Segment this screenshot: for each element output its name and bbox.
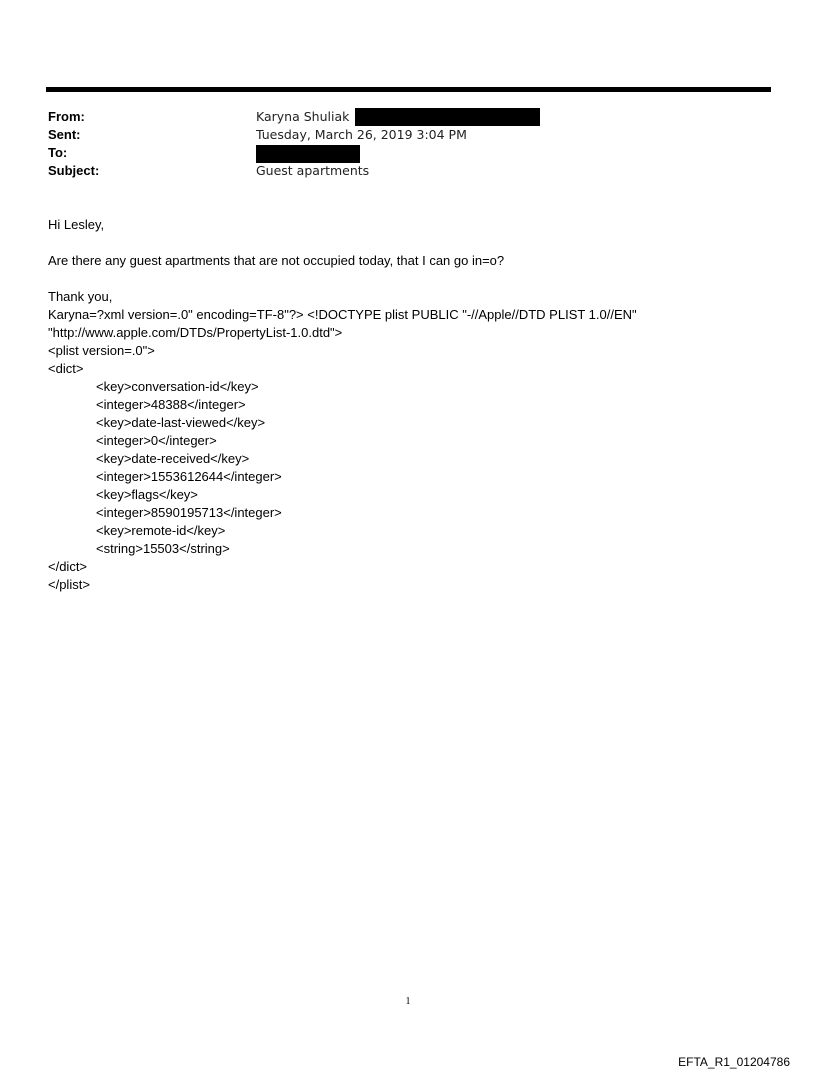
xml-line: <dict> — [48, 361, 84, 376]
email-header — [48, 108, 748, 180]
dict-line: <key>remote-id</key> — [96, 523, 226, 538]
dict-line: <integer>8590195713</integer> — [96, 505, 282, 520]
email-body — [48, 216, 768, 594]
to-row — [48, 144, 748, 162]
xml-line: <plist version=.0"> — [48, 343, 155, 358]
page-number: 1 — [405, 996, 411, 1007]
from-label: From: — [48, 109, 85, 124]
dict-line: <integer>0</integer> — [96, 433, 217, 448]
xml-line: "http://www.apple.com/DTDs/PropertyList-1.0.dtd"> — [48, 325, 343, 340]
xml-end-line: </plist> — [48, 577, 90, 592]
sent-value: Tuesday, March 26, 2019 3:04 PM — [256, 127, 467, 142]
dict-line: <key>date-last-viewed</key> — [96, 415, 266, 430]
greeting: Hi Lesley, — [48, 217, 105, 232]
xml-end-line: </dict> — [48, 559, 88, 574]
dict-line: <key>conversation-id</key> — [96, 379, 259, 394]
message-text: Are there any guest apartments that are not occupied today, that I can go in=o? — [48, 253, 505, 268]
from-value — [256, 108, 540, 126]
dict-line: <string>15503</string> — [96, 541, 230, 556]
subject-value: Guest apartments — [256, 163, 370, 178]
dict-line: <integer>48388</integer> — [96, 397, 246, 412]
to-label: To: — [48, 145, 68, 160]
dict-line: <key>flags</key> — [96, 487, 198, 502]
header-rule — [46, 87, 771, 92]
closing: Thank you, — [48, 289, 113, 304]
redacted-sender-email — [355, 108, 540, 126]
xml-line: Karyna=?xml version=.0" encoding=TF-8"?> <!DOCTYPE plist PUBLIC "-//Apple//DTD PLIST 1.0//EN" — [48, 307, 637, 322]
subject-label: Subject: — [48, 163, 100, 178]
sent-row — [48, 126, 748, 144]
redacted-recipient — [256, 145, 360, 163]
dict-line: <integer>1553612644</integer> — [96, 469, 282, 484]
dict-line: <key>date-received</key> — [96, 451, 250, 466]
subject-row — [48, 162, 748, 180]
document-id: EFTA_R1_01204786 — [678, 1055, 790, 1069]
from-row — [48, 108, 748, 126]
sender-name: Karyna Shuliak — [256, 109, 350, 124]
sent-label: Sent: — [48, 127, 81, 142]
